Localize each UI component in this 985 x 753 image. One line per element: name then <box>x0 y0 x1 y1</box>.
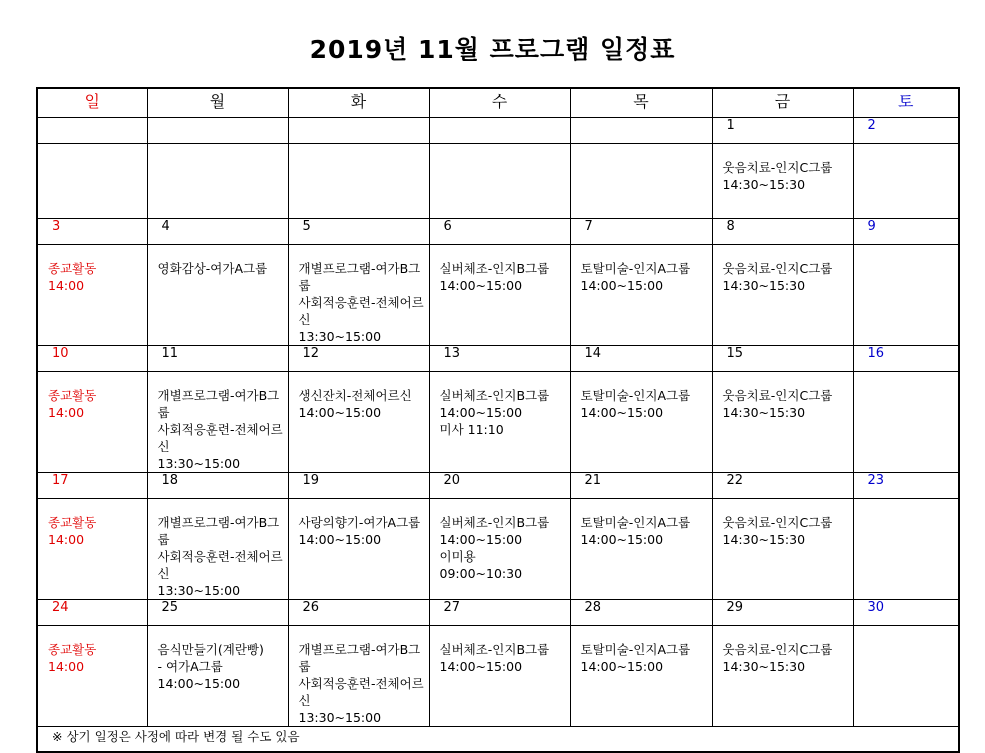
event-text: 웃음치료-인지C그룹 14:30~15:30 <box>722 642 833 674</box>
event-text <box>38 144 147 159</box>
date-cell <box>570 219 712 245</box>
event-cell <box>37 372 147 473</box>
date-number: 6 <box>443 219 452 234</box>
calendar-table <box>36 87 960 753</box>
event-text: 개별프로그램-여가B그룹 사회적응훈련-전체어르신 13:30~15:00 <box>298 642 424 725</box>
event-text <box>854 144 959 159</box>
event-cell <box>37 499 147 600</box>
event-text: 웃음치료-인지C그룹 14:30~15:30 <box>722 388 833 420</box>
event-text: 실버체조-인지B그룹 14:00~15:00 <box>439 261 550 293</box>
date-cell <box>147 600 288 626</box>
event-text: 음식만들기(계란빵) - 여가A그룹 14:00~15:00 <box>157 642 264 691</box>
date-number: 10 <box>52 346 69 361</box>
event-cell <box>570 372 712 473</box>
date-number: 28 <box>584 600 602 615</box>
date-number: 2 <box>867 118 876 133</box>
date-number: 27 <box>443 600 461 615</box>
event-text: 웃음치료-인지C그룹 14:30~15:30 <box>722 160 833 192</box>
event-cell <box>288 372 429 473</box>
event-cell <box>429 144 570 219</box>
date-cell <box>147 118 288 144</box>
event-text: 종교활동 14:00 <box>48 515 97 547</box>
date-cell <box>288 600 429 626</box>
footnote-cell <box>37 727 959 753</box>
date-number: 4 <box>161 219 170 234</box>
event-cell <box>570 626 712 727</box>
date-number: 12 <box>302 346 320 361</box>
event-cell <box>147 499 288 600</box>
event-cell <box>712 144 853 219</box>
date-cell <box>429 600 570 626</box>
date-number: 22 <box>726 473 744 488</box>
event-cell <box>853 245 959 346</box>
event-text: 생신잔치-전체어르신 14:00~15:00 <box>298 388 412 420</box>
week-1-dates <box>37 118 959 144</box>
week-1-events <box>37 144 959 219</box>
week-4-dates <box>37 473 959 499</box>
weekday-header-row <box>37 88 959 118</box>
event-text <box>854 372 959 387</box>
date-cell <box>147 346 288 372</box>
date-number: 8 <box>726 219 735 234</box>
date-cell <box>288 346 429 372</box>
event-text <box>854 626 959 641</box>
date-cell <box>712 118 853 144</box>
date-cell <box>37 346 147 372</box>
event-cell <box>288 499 429 600</box>
date-cell <box>712 473 853 499</box>
date-cell <box>853 600 959 626</box>
event-text: 실버체조-인지B그룹 14:00~15:00 미사 11:10 <box>439 388 550 437</box>
footnote-text: ※ 상기 일정은 사정에 따라 변경 될 수도 있음 <box>52 729 300 744</box>
event-text: 토탈미술-인지A그룹 14:00~15:00 <box>580 515 691 547</box>
event-cell <box>853 372 959 473</box>
date-cell <box>570 473 712 499</box>
date-number: 11 <box>161 346 179 361</box>
event-cell <box>429 372 570 473</box>
week-2-events <box>37 245 959 346</box>
date-cell <box>37 473 147 499</box>
event-cell <box>37 626 147 727</box>
date-number: 16 <box>867 346 885 361</box>
event-cell <box>147 144 288 219</box>
date-number: 1 <box>726 118 735 133</box>
event-cell <box>853 499 959 600</box>
date-number: 20 <box>443 473 461 488</box>
event-text: 종교활동 14:00 <box>48 642 97 674</box>
date-cell <box>853 346 959 372</box>
event-text: 종교활동 14:00 <box>48 388 97 420</box>
event-text: 토탈미술-인지A그룹 14:00~15:00 <box>580 642 691 674</box>
date-number: 24 <box>52 600 69 615</box>
date-number: 26 <box>302 600 320 615</box>
date-number: 19 <box>302 473 320 488</box>
weekday-tue: 화 <box>288 88 429 118</box>
date-cell <box>429 346 570 372</box>
weekday-wed: 수 <box>429 88 570 118</box>
weekday-sat: 토 <box>853 88 959 118</box>
date-number: 29 <box>726 600 744 615</box>
event-cell <box>288 626 429 727</box>
date-number: 15 <box>726 346 744 361</box>
date-cell <box>570 118 712 144</box>
event-text <box>854 499 959 514</box>
event-cell <box>37 245 147 346</box>
date-cell <box>853 118 959 144</box>
event-text <box>854 245 959 260</box>
event-text: 개별프로그램-여가B그룹 사회적응훈련-전체어르신 13:30~15:00 <box>298 261 424 344</box>
event-text: 토탈미술-인지A그룹 14:00~15:00 <box>580 388 691 420</box>
event-text: 개별프로그램-여가B그룹 사회적응훈련-전체어르신 13:30~15:00 <box>157 388 283 471</box>
event-cell <box>429 626 570 727</box>
event-cell <box>853 626 959 727</box>
date-cell <box>429 473 570 499</box>
event-cell <box>147 626 288 727</box>
event-cell <box>712 626 853 727</box>
event-text: 실버체조-인지B그룹 14:00~15:00 이미용 09:00~10:30 <box>439 515 550 581</box>
event-cell <box>429 499 570 600</box>
event-cell <box>37 144 147 219</box>
date-cell <box>853 473 959 499</box>
weekday-mon: 월 <box>147 88 288 118</box>
event-cell <box>147 372 288 473</box>
week-2-dates <box>37 219 959 245</box>
event-cell <box>712 499 853 600</box>
event-text <box>289 144 429 159</box>
page-title: 2019년 11월 프로그램 일정표 <box>309 35 676 64</box>
event-cell <box>570 245 712 346</box>
date-cell <box>570 600 712 626</box>
date-number: 17 <box>52 473 69 488</box>
date-number: 25 <box>161 600 179 615</box>
event-cell <box>712 372 853 473</box>
date-cell <box>853 219 959 245</box>
event-text: 토탈미술-인지A그룹 14:00~15:00 <box>580 261 691 293</box>
event-cell <box>147 245 288 346</box>
event-text: 종교활동 14:00 <box>48 261 97 293</box>
week-5-events <box>37 626 959 727</box>
date-cell <box>37 219 147 245</box>
weekday-sun: 일 <box>37 88 147 118</box>
date-cell <box>288 118 429 144</box>
date-number: 23 <box>867 473 885 488</box>
week-3-dates <box>37 346 959 372</box>
footnote-row <box>37 727 959 753</box>
date-cell <box>429 219 570 245</box>
event-cell <box>712 245 853 346</box>
date-cell <box>712 346 853 372</box>
date-number: 7 <box>584 219 593 234</box>
week-3-events <box>37 372 959 473</box>
event-text <box>148 144 288 159</box>
date-number: 30 <box>867 600 885 615</box>
week-5-dates <box>37 600 959 626</box>
event-cell <box>570 499 712 600</box>
event-cell <box>429 245 570 346</box>
event-cell <box>853 144 959 219</box>
date-cell <box>712 600 853 626</box>
event-text <box>430 144 570 159</box>
weekday-thu: 목 <box>570 88 712 118</box>
date-cell <box>429 118 570 144</box>
date-number: 21 <box>584 473 602 488</box>
date-number: 9 <box>867 219 876 234</box>
event-text: 웃음치료-인지C그룹 14:30~15:30 <box>722 515 833 547</box>
date-number: 3 <box>52 219 61 234</box>
event-text <box>571 144 712 159</box>
date-cell <box>147 473 288 499</box>
date-cell <box>712 219 853 245</box>
event-text: 웃음치료-인지C그룹 14:30~15:30 <box>722 261 833 293</box>
date-number: 5 <box>302 219 311 234</box>
date-cell <box>288 473 429 499</box>
event-cell <box>288 144 429 219</box>
date-cell <box>288 219 429 245</box>
event-cell <box>288 245 429 346</box>
week-4-events <box>37 499 959 600</box>
date-cell <box>37 118 147 144</box>
event-cell <box>570 144 712 219</box>
weekday-fri: 금 <box>712 88 853 118</box>
event-text: 영화감상-여가A그룹 <box>157 261 268 276</box>
date-number: 13 <box>443 346 461 361</box>
date-number: 14 <box>584 346 602 361</box>
event-text: 사랑의향기-여가A그룹 14:00~15:00 <box>298 515 421 547</box>
event-text: 실버체조-인지B그룹 14:00~15:00 <box>439 642 550 674</box>
date-cell <box>147 219 288 245</box>
event-text: 개별프로그램-여가B그룹 사회적응훈련-전체어르신 13:30~15:00 <box>157 515 283 598</box>
date-number: 18 <box>161 473 179 488</box>
date-cell <box>570 346 712 372</box>
date-cell <box>37 600 147 626</box>
